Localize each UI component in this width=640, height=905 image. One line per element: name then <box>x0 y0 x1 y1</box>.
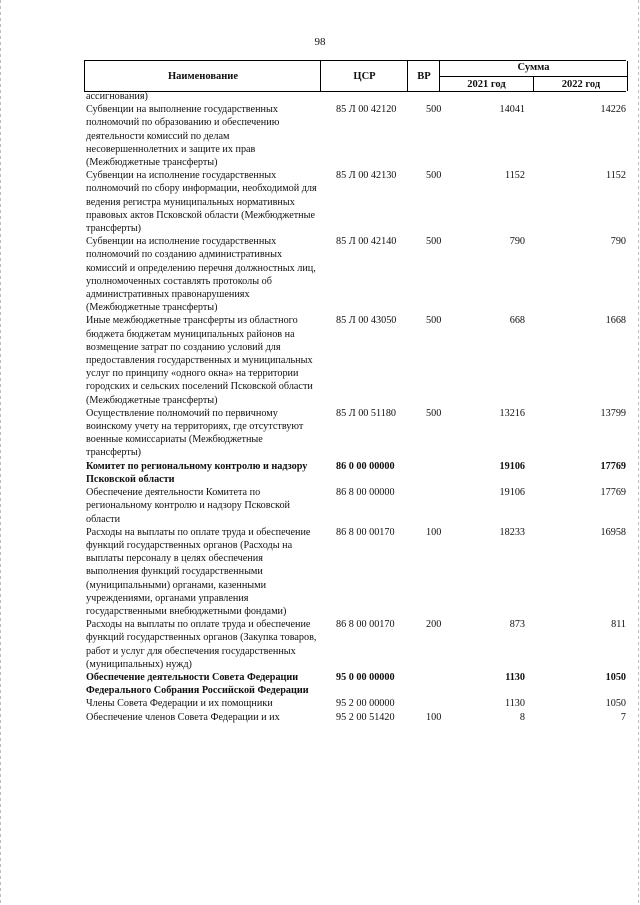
row-sum-2022: 14226 <box>600 104 626 116</box>
table-row <box>84 407 626 460</box>
row-name: Субвенции на исполнение государственных полномочий по созданию административных комиссий и определению перечня должностных лиц, уполномоченных составлять протоколы об административных правонарушениях (Межбюджетные трансферты) <box>86 236 316 314</box>
row-name: Комитет по региональному контролю и надзору Псковской области <box>86 460 308 485</box>
row-name: Обеспечение деятельности Совета Федерации Федерального Собрания Российской Федерации <box>86 671 309 697</box>
header-sum <box>439 61 628 91</box>
row-sum-2021: 668 <box>509 315 525 327</box>
row-sum-2022: 17769 <box>600 460 626 472</box>
row-vr: 500 <box>426 407 442 419</box>
row-sum-2022: 13799 <box>600 407 626 419</box>
row-sum-2022: 1050 <box>605 698 626 710</box>
header-year-2021: 2021 год <box>467 78 506 90</box>
table-row <box>84 486 626 526</box>
table-header <box>84 60 626 92</box>
scan-edge-right <box>638 0 639 905</box>
row-sum-2022: 7 <box>620 711 626 723</box>
row-vr: 100 <box>426 526 442 538</box>
table-row <box>84 697 626 710</box>
row-csr: 95 0 00 00000 <box>336 671 395 683</box>
row-csr: 86 8 00 00170 <box>336 619 395 631</box>
row-csr: 86 0 00 00000 <box>336 460 395 472</box>
row-vr: 500 <box>426 170 442 182</box>
row-csr: 95 2 00 00000 <box>336 698 395 710</box>
row-sum-2022: 811 <box>611 619 626 631</box>
row-name: Обеспечение членов Совета Федерации и их <box>86 711 280 723</box>
row-sum-2021: 1130 <box>505 671 525 683</box>
table-body <box>84 90 626 724</box>
table-row <box>84 618 626 671</box>
row-vr: 100 <box>426 711 442 723</box>
row-csr: 85 Л 00 51180 <box>336 407 397 419</box>
table-row <box>84 235 626 314</box>
row-vr: 500 <box>426 315 442 327</box>
row-name: Обеспечение деятельности Комитета по региональному контролю и надзору Псковской области <box>86 487 291 525</box>
row-csr: 85 Л 00 42120 <box>336 104 397 116</box>
scan-edge-left <box>0 0 1 905</box>
row-csr: 85 Л 00 43050 <box>336 315 397 327</box>
header-csr: ЦСР <box>320 61 408 91</box>
row-sum-2021: 873 <box>509 619 525 631</box>
table-row <box>84 314 626 406</box>
row-csr: 85 Л 00 42140 <box>336 236 397 248</box>
row-sum-2021: 18233 <box>499 526 525 538</box>
row-name: Субвенции на исполнение государственных полномочий по сбору информации, необходимой для ведения регистра муниципальных нормативных правовых актов Псковской области (Межбюджетные трансферты) <box>86 170 317 235</box>
row-sum-2021: 1130 <box>505 698 525 710</box>
row-name: Субвенции на выполнение государственных полномочий по образованию и обеспечению деятельности комиссий по делам несовершеннолетних и защите их прав (Межбюджетные трансферты) <box>86 104 280 169</box>
row-sum-2022: 17769 <box>600 487 626 499</box>
row-vr: 500 <box>426 104 442 116</box>
row-sum-2021: 790 <box>509 236 525 248</box>
table-row <box>84 526 626 618</box>
row-name: Расходы на выплаты по оплате труда и обеспечение функций государственных органов (Расходы на выплаты персоналу в целях обеспечения выполнения функций государственными (муниципальными) органами, казенными учреждениями, органами управления государственными внебюджетными фондами) <box>86 526 311 617</box>
header-vr: ВР <box>407 61 440 91</box>
row-sum-2022: 1668 <box>605 315 626 327</box>
row-sum-2021: 1152 <box>505 170 525 182</box>
row-vr: 500 <box>426 236 442 248</box>
row-sum-2021: 14041 <box>499 104 525 116</box>
table-row <box>84 103 626 169</box>
header-name: Наименование <box>84 61 321 91</box>
row-sum-2021: 13216 <box>499 407 525 419</box>
row-sum-2021: 19106 <box>499 460 525 472</box>
row-sum-2021: 8 <box>519 711 525 723</box>
table-row <box>84 460 626 486</box>
header-year-2022: 2022 год <box>533 77 628 91</box>
row-sum-2022: 1152 <box>606 170 626 182</box>
row-name: Члены Совета Федерации и их помощники <box>86 698 273 710</box>
page-number: 98 <box>314 36 326 48</box>
row-csr: 85 Л 00 42130 <box>336 170 397 182</box>
header-sum-title: Сумма <box>517 62 550 73</box>
row-vr: 200 <box>426 619 442 631</box>
row-sum-2022: 1050 <box>605 671 626 683</box>
row-name: Расходы на выплаты по оплате труда и обеспечение функций государственных органов (Закупка товаров, работ и услуг для обеспечения государственных (муниципальных) нужд) <box>86 619 317 670</box>
table-row <box>84 90 626 103</box>
row-sum-2021: 19106 <box>499 487 525 499</box>
table-row <box>84 169 626 235</box>
row-csr: 86 8 00 00170 <box>336 526 395 538</box>
header-sum-years <box>440 76 627 91</box>
row-name: Осуществление полномочий по первичному воинскому учету на территориях, где отсутствуют военные комиссариаты (Межбюджетные трансферты) <box>86 407 304 459</box>
row-sum-2022: 16958 <box>600 526 626 538</box>
row-sum-2022: 790 <box>610 236 626 248</box>
table-row <box>84 671 626 697</box>
row-name: Иные межбюджетные трансферты из областного бюджета бюджетам муниципальных районов на возмещение затрат по созданию условий для предоставления государственных и муниципальных услуг по принципу «одного окна» на территории городских и сельских поселений Псковской области (Межбюджетные трансферты) <box>86 315 313 406</box>
row-csr: 86 8 00 00000 <box>336 487 395 499</box>
row-name: ассигнования) <box>86 91 148 102</box>
row-csr: 95 2 00 51420 <box>336 711 395 723</box>
table-row <box>84 711 626 724</box>
